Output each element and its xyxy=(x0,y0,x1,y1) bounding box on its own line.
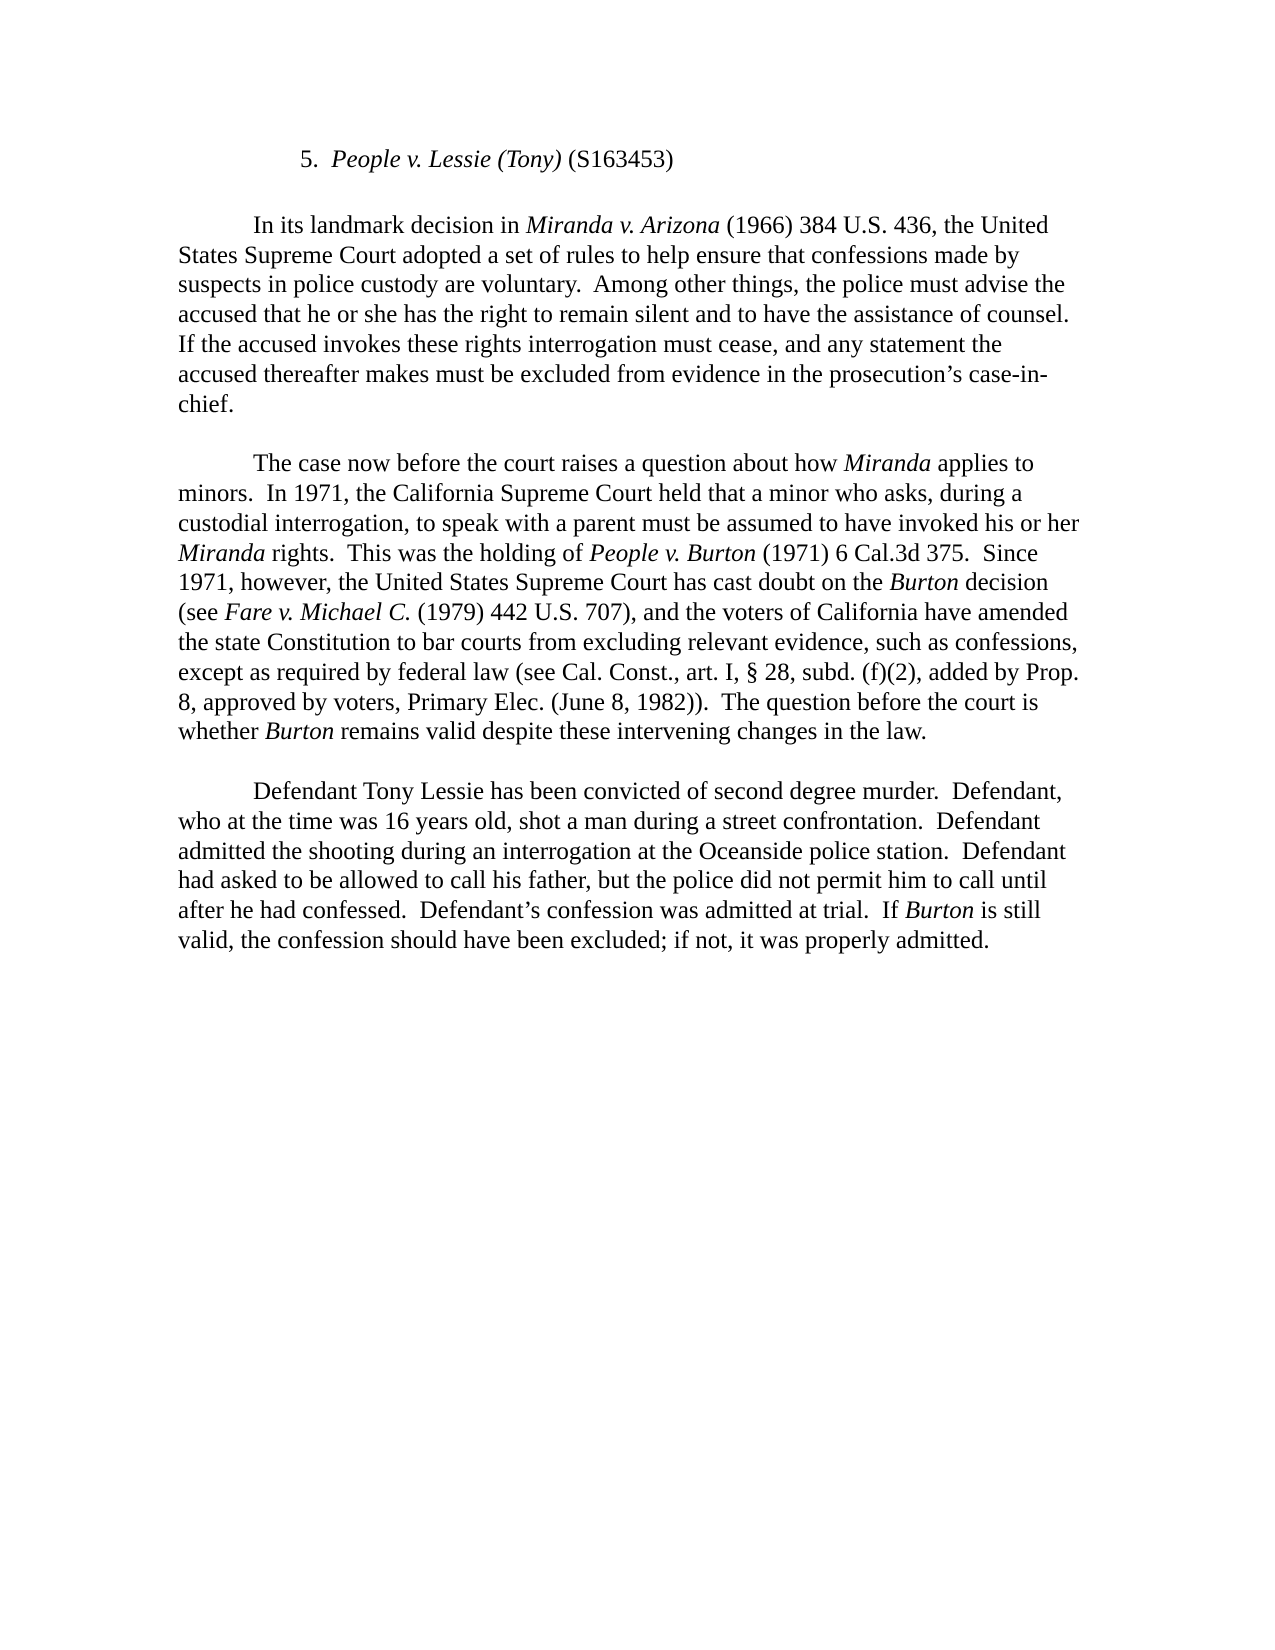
paragraph-case-facts: Defendant Tony Lessie has been convicted of second degree murder. Defendant, who at the time was 16 years old, shot a man during a street confrontation. Defendant admitted the shooting during an interrogation at the Oceanside police station. Defendant had asked to be allowed to call his father, but the police did not permit him to call until after he had confessed. Defendant’s confession was admitted at trial. If Burton is still valid, the confession should have been excluded; if not, it was properly admitted. xyxy=(178,777,1073,954)
paragraph-miranda-background: In its landmark decision in Miranda v. Arizona (1966) 384 U.S. 436, the United States Supreme Court adopted a set of rules to help ensure that confessions made by suspects in police custody are voluntary. Among other things, the police must advise the accused that he or she has the right to remain silent and to have the assistance of counsel. If the accused invokes these rights interrogation must cease, and any statement the accused thereafter makes must be excluded from evidence in the prosecution’s case-in-chief. xyxy=(178,211,1082,418)
section-heading: 5. People v. Lessie (Tony) (S163453) xyxy=(300,146,674,173)
paragraph-question-before-court: The case now before the court raises a question about how Miranda applies to minors. In 1971, the California Supreme Court held that a minor who asks, during a custodial interrogation, to speak with a parent must be assumed to have invoked his or her Miranda rights. This was the holding of People v. Burton (1971) 6 Cal.3d 375. Since 1971, however, the United States Supreme Court has cast doubt on the Burton decision (see Fare v. Michael C. (1979) 442 U.S. 707), and the voters of California have amended the state Constitution to bar courts from excluding relevant evidence, such as confessions, except as required by federal law (see Cal. Const., art. I, § 28, subd. (f)(2), added by Prop. 8, approved by voters, Primary Elec. (June 8, 1982)). The question before the court is whether Burton remains valid despite these intervening changes in the law. xyxy=(178,450,1086,746)
document-text-block xyxy=(178,145,1086,986)
